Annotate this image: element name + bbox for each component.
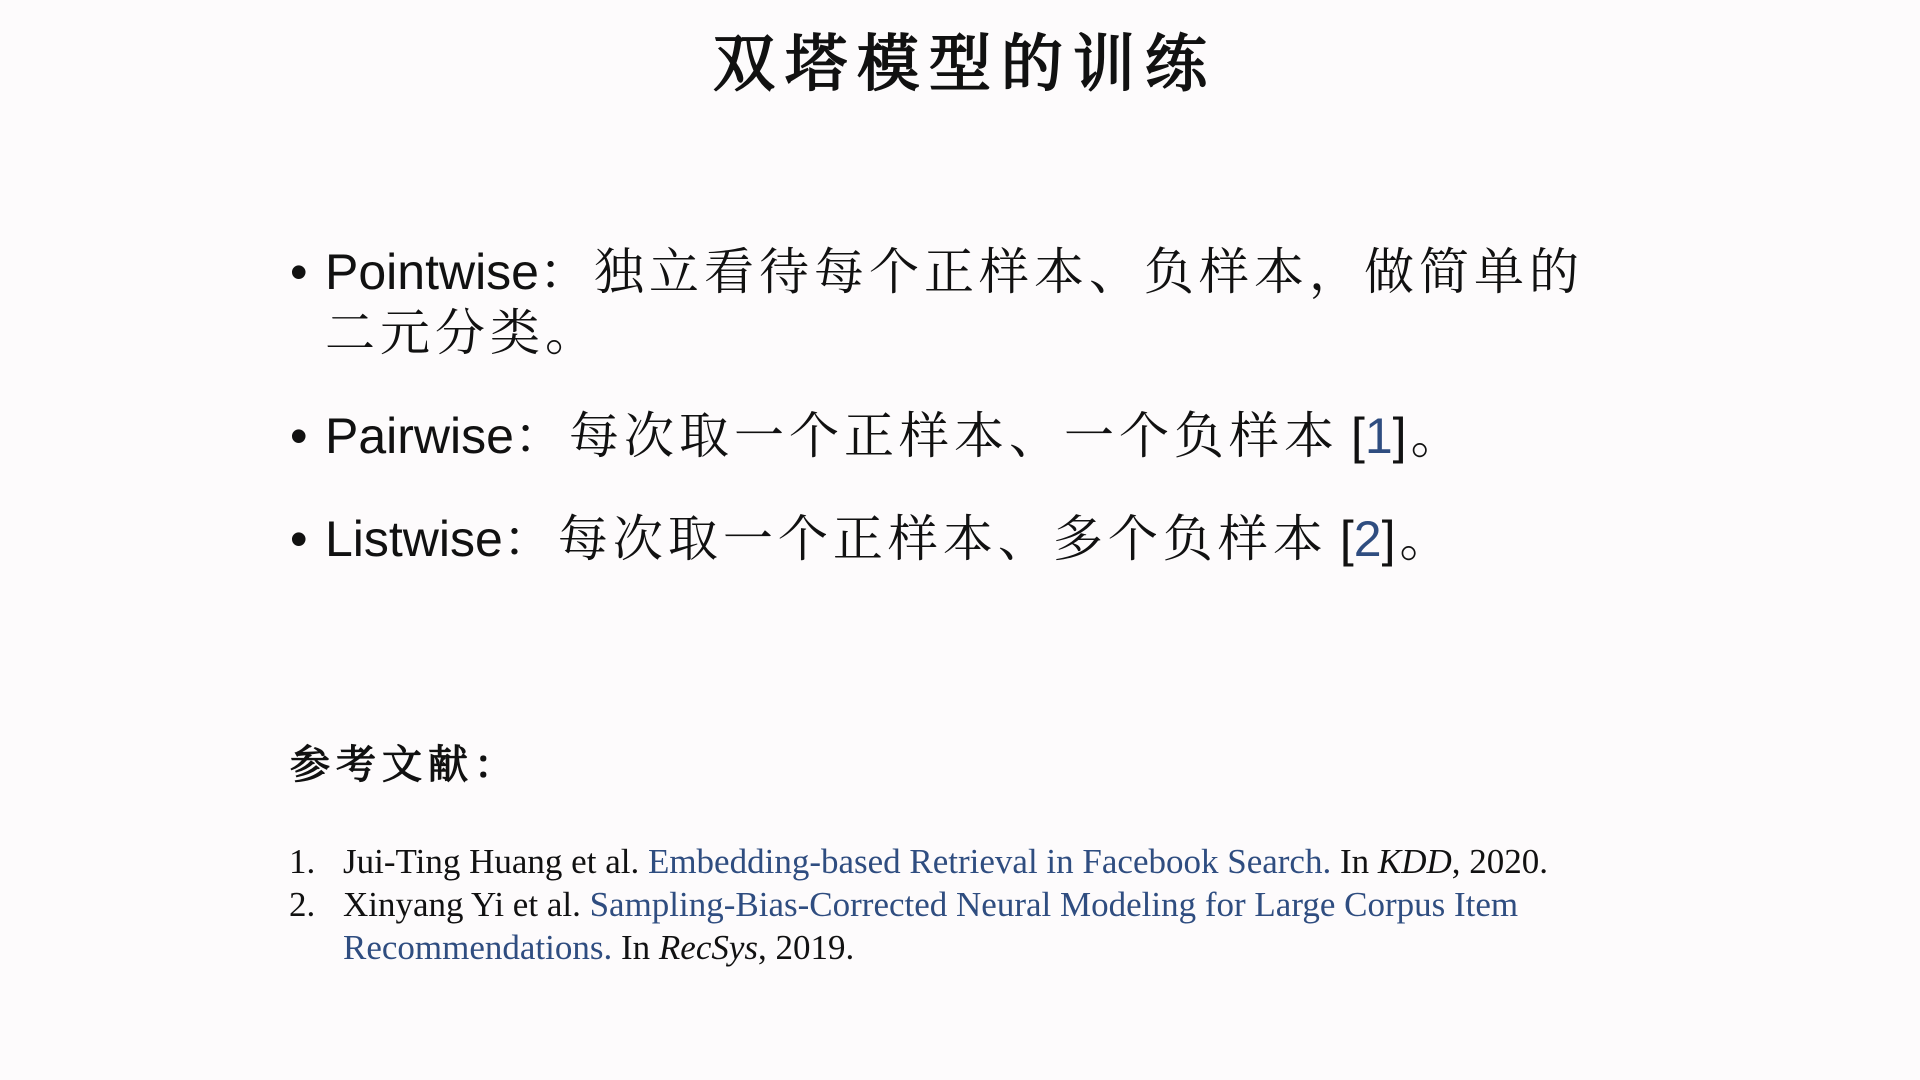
bullet-description: 每次取一个正样本、多个负样本 <box>557 510 1328 568</box>
reference-number: 2. <box>289 885 316 924</box>
citation-close-bracket: ] <box>1392 408 1407 464</box>
bullet-description: 每次取一个正样本、一个负样本 <box>568 407 1339 465</box>
reference-venue: KDD <box>1377 842 1452 881</box>
bullet-term: Listwise <box>325 511 503 567</box>
citation-2[interactable] <box>1340 511 1396 567</box>
citation-1[interactable] <box>1351 408 1407 464</box>
bullet-dot: • <box>290 408 308 464</box>
references-list <box>289 840 1633 969</box>
reference-in-label: In <box>621 928 651 967</box>
citation-close-bracket: ] <box>1381 511 1396 567</box>
bullet-end-punctuation: 。 <box>1410 407 1466 465</box>
reference-item-2 <box>289 883 1633 969</box>
reference-venue: RecSys <box>658 928 759 967</box>
reference-authors: Jui-Ting Huang et al. <box>343 842 640 881</box>
bullet-item-pairwise <box>290 406 1615 467</box>
reference-number: 1. <box>289 842 316 881</box>
bullet-separator: ： <box>513 407 569 465</box>
bullet-item-pointwise <box>290 242 1615 364</box>
references-heading: 参考文献： <box>290 741 520 788</box>
bullet-term: Pairwise <box>325 408 514 464</box>
bullet-separator: ： <box>502 510 558 568</box>
reference-authors: Xinyang Yi et al. <box>343 885 581 924</box>
reference-title-link[interactable]: Embedding-based Retrieval in Facebook Search. <box>647 842 1332 881</box>
bullet-dot: • <box>290 244 308 300</box>
bullet-dot: • <box>290 511 308 567</box>
bullet-description: 独立看待每个正样本、负样本，做简单的二元分类。 <box>325 243 1584 362</box>
reference-in-label: In <box>1339 842 1370 881</box>
bullet-separator: ： <box>539 243 594 301</box>
reference-year: , 2019. <box>758 928 855 967</box>
bullet-item-listwise <box>290 509 1615 570</box>
citation-open-bracket: [ <box>1350 408 1365 464</box>
bullet-list <box>290 242 1615 612</box>
slide-title: 双塔模型的训练 <box>712 27 1217 100</box>
reference-title-link[interactable]: Sampling-Bias-Corrected Neural Modeling for Large Corpus Item Recommendations. <box>343 885 1519 967</box>
citation-open-bracket: [ <box>1339 511 1354 567</box>
reference-body <box>343 883 1633 969</box>
citation-number-link[interactable]: 1 <box>1364 408 1393 464</box>
reference-year: , 2020. <box>1451 842 1549 881</box>
bullet-end-punctuation: 。 <box>1399 510 1455 568</box>
reference-item-1 <box>289 840 1633 883</box>
reference-body <box>343 840 1633 883</box>
bullet-term: Pointwise <box>325 244 539 300</box>
citation-number-link[interactable]: 2 <box>1353 511 1382 567</box>
